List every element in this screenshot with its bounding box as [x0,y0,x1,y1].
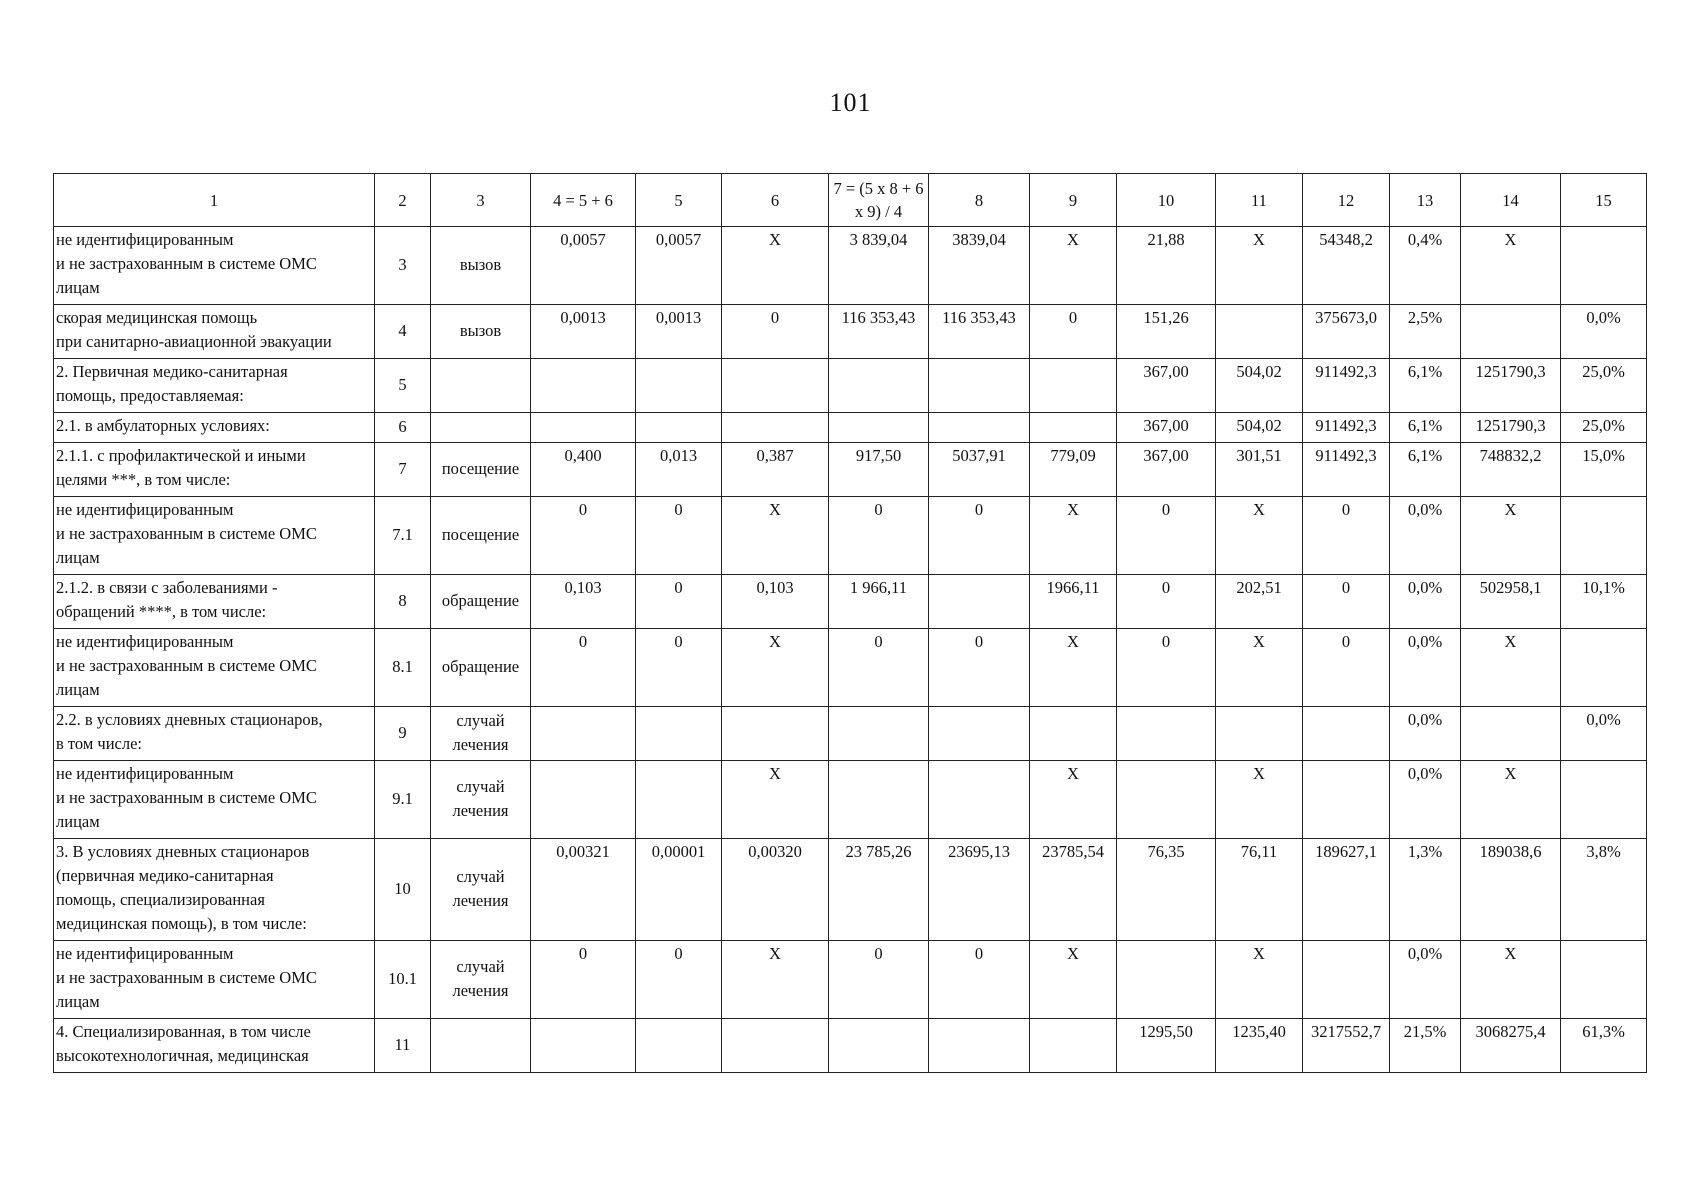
value-col-4: 0,00321 [531,839,636,941]
value-col-7: 917,50 [829,443,929,497]
value-col-4: 0 [531,629,636,707]
value-col-12: 0 [1303,497,1390,575]
unit: обращение [431,629,531,707]
value-col-7 [829,761,929,839]
value-col-5: 0,0057 [636,227,722,305]
value-col-13: 21,5% [1390,1019,1461,1073]
value-col-13: 0,0% [1390,497,1461,575]
value-col-12: 375673,0 [1303,305,1390,359]
value-col-10: 21,88 [1117,227,1216,305]
value-col-4: 0,0013 [531,305,636,359]
value-col-14: Х [1461,227,1561,305]
value-col-15: 10,1% [1561,575,1647,629]
value-col-6: 0,00320 [722,839,829,941]
value-col-14: 1251790,3 [1461,413,1561,443]
value-col-11: Х [1216,629,1303,707]
value-col-8 [929,707,1030,761]
value-col-5: 0 [636,575,722,629]
row-label-line: при санитарно-авиационной эвакуации [56,332,332,351]
value-col-9: Х [1030,761,1117,839]
value-col-8: 23695,13 [929,839,1030,941]
value-col-4: 0 [531,941,636,1019]
value-col-10: 76,35 [1117,839,1216,941]
value-col-4: 0,103 [531,575,636,629]
row-label-line: высокотехнологичная, медицинская [56,1046,309,1065]
table-row [54,839,1647,941]
row-label-line: и не застрахованным в системе ОМС [56,968,317,987]
table-row [54,443,1647,497]
value-col-9: 779,09 [1030,443,1117,497]
value-col-13: 0,0% [1390,629,1461,707]
unit: вызов [431,305,531,359]
row-label [54,629,375,707]
value-col-14 [1461,305,1561,359]
value-col-7: 3 839,04 [829,227,929,305]
value-col-9: 23785,54 [1030,839,1117,941]
value-col-11: 202,51 [1216,575,1303,629]
row-label-line: скорая медицинская помощь [56,308,258,327]
value-col-13: 0,0% [1390,761,1461,839]
value-col-5: 0 [636,497,722,575]
value-col-11 [1216,707,1303,761]
row-number: 3 [375,227,431,305]
value-col-4: 0,0057 [531,227,636,305]
value-col-8 [929,575,1030,629]
row-number: 10.1 [375,941,431,1019]
value-col-11: Х [1216,497,1303,575]
value-col-15 [1561,227,1647,305]
value-col-8 [929,761,1030,839]
table-row [54,1019,1647,1073]
column-header-9: 9 [1030,174,1117,227]
column-header-8: 8 [929,174,1030,227]
value-col-9 [1030,707,1117,761]
row-label-line: не идентифицированным [56,944,234,963]
column-header-11: 11 [1216,174,1303,227]
value-col-14: Х [1461,497,1561,575]
row-label-line: и не застрахованным в системе ОМС [56,254,317,273]
row-label [54,497,375,575]
value-col-6: Х [722,761,829,839]
value-col-11: 76,11 [1216,839,1303,941]
value-col-6: 0,103 [722,575,829,629]
column-header-14: 14 [1461,174,1561,227]
value-col-6 [722,707,829,761]
value-col-14 [1461,707,1561,761]
row-label [54,1019,375,1073]
value-col-8 [929,413,1030,443]
value-col-14: 748832,2 [1461,443,1561,497]
row-label [54,941,375,1019]
table-row [54,629,1647,707]
value-col-13: 6,1% [1390,413,1461,443]
value-col-14: Х [1461,761,1561,839]
value-col-11 [1216,305,1303,359]
value-col-10 [1117,707,1216,761]
value-col-14: 189038,6 [1461,839,1561,941]
row-number: 7 [375,443,431,497]
row-label [54,575,375,629]
value-col-8: 0 [929,497,1030,575]
unit [431,359,531,413]
value-col-6 [722,359,829,413]
value-col-11: Х [1216,941,1303,1019]
value-col-13: 6,1% [1390,359,1461,413]
value-col-6: Х [722,497,829,575]
row-label-line: 2.1.1. с профилактической и иными [56,446,306,465]
value-col-5: 0 [636,941,722,1019]
value-col-15 [1561,629,1647,707]
value-col-4 [531,359,636,413]
table-row [54,707,1647,761]
value-col-15: 0,0% [1561,305,1647,359]
value-col-15: 0,0% [1561,707,1647,761]
value-col-5: 0,013 [636,443,722,497]
value-col-13: 6,1% [1390,443,1461,497]
column-header-1: 1 [54,174,375,227]
value-col-15: 25,0% [1561,359,1647,413]
value-col-11: 301,51 [1216,443,1303,497]
value-col-13: 0,0% [1390,575,1461,629]
column-header-4: 4 = 5 + 6 [531,174,636,227]
value-col-12: 189627,1 [1303,839,1390,941]
value-col-10: 367,00 [1117,359,1216,413]
value-col-9 [1030,359,1117,413]
value-col-12: 3217552,7 [1303,1019,1390,1073]
value-col-13: 0,0% [1390,941,1461,1019]
unit: вызов [431,227,531,305]
row-label-line: лицам [56,278,100,297]
value-col-11: 504,02 [1216,359,1303,413]
value-col-9: 1966,11 [1030,575,1117,629]
row-label-line: помощь, специализированная [56,890,265,909]
table-row [54,575,1647,629]
value-col-7: 0 [829,497,929,575]
table-row [54,305,1647,359]
unit [431,413,531,443]
value-col-8: 0 [929,629,1030,707]
value-col-13: 0,4% [1390,227,1461,305]
row-label-line: в том числе: [56,734,143,753]
value-col-10 [1117,941,1216,1019]
row-number: 8 [375,575,431,629]
value-col-14: 3068275,4 [1461,1019,1561,1073]
row-label-line: не идентифицированным [56,230,234,249]
row-number: 4 [375,305,431,359]
unit: посещение [431,497,531,575]
row-label-line: 3. В условиях дневных стационаров [56,842,310,861]
column-header-7: 7 = (5 х 8 + 6 х 9) / 4 [829,174,929,227]
value-col-10: 0 [1117,629,1216,707]
row-label [54,413,375,443]
value-col-6: 0 [722,305,829,359]
value-col-6: Х [722,629,829,707]
row-label-line: (первичная медико-санитарная [56,866,274,885]
value-col-6 [722,1019,829,1073]
row-label-line: не идентифицированным [56,764,234,783]
value-col-12 [1303,941,1390,1019]
table-header-row [54,174,1647,227]
row-label [54,707,375,761]
value-col-11: Х [1216,227,1303,305]
value-col-11: 504,02 [1216,413,1303,443]
table-row [54,359,1647,413]
value-col-14: Х [1461,629,1561,707]
value-col-15 [1561,497,1647,575]
value-col-5 [636,1019,722,1073]
row-number: 11 [375,1019,431,1073]
value-col-10: 0 [1117,497,1216,575]
table-row [54,413,1647,443]
unit [431,1019,531,1073]
row-number: 10 [375,839,431,941]
value-col-7 [829,707,929,761]
unit: случай лечения [431,941,531,1019]
value-col-4 [531,413,636,443]
data-table [53,173,1647,1073]
value-col-15 [1561,941,1647,1019]
unit: случай лечения [431,761,531,839]
table-body [54,227,1647,1073]
value-col-9: 0 [1030,305,1117,359]
value-col-10: 367,00 [1117,443,1216,497]
value-col-12: 0 [1303,629,1390,707]
value-col-7: 0 [829,629,929,707]
column-header-12: 12 [1303,174,1390,227]
row-label-line: 4. Специализированная, в том числе [56,1022,311,1041]
unit: случай лечения [431,707,531,761]
value-col-15 [1561,761,1647,839]
value-col-15: 61,3% [1561,1019,1647,1073]
row-label-line: лицам [56,812,100,831]
row-number: 6 [375,413,431,443]
value-col-5 [636,761,722,839]
row-label [54,305,375,359]
value-col-15: 3,8% [1561,839,1647,941]
value-col-4 [531,761,636,839]
row-number: 5 [375,359,431,413]
row-label [54,839,375,941]
row-label-line: лицам [56,548,100,567]
value-col-10: 367,00 [1117,413,1216,443]
value-col-5 [636,707,722,761]
row-label-line: не идентифицированным [56,632,234,651]
value-col-9 [1030,1019,1117,1073]
value-col-10: 0 [1117,575,1216,629]
row-label [54,761,375,839]
value-col-12: 0 [1303,575,1390,629]
value-col-13: 2,5% [1390,305,1461,359]
row-label-line: 2.2. в условиях дневных стационаров, [56,710,323,729]
table-row [54,941,1647,1019]
table-row [54,227,1647,305]
row-label-line: помощь, предоставляемая: [56,386,244,405]
value-col-8 [929,359,1030,413]
value-col-7: 1 966,11 [829,575,929,629]
column-header-3: 3 [431,174,531,227]
row-label-line: медицинская помощь), в том числе: [56,914,307,933]
column-header-5: 5 [636,174,722,227]
unit: посещение [431,443,531,497]
value-col-9: Х [1030,227,1117,305]
value-col-12 [1303,707,1390,761]
row-label-line: лицам [56,680,100,699]
row-label-line: 2.1.2. в связи с заболеваниями - [56,578,278,597]
page-number: 101 [829,88,872,117]
row-number: 9 [375,707,431,761]
table-row [54,497,1647,575]
value-col-7: 23 785,26 [829,839,929,941]
column-header-10: 10 [1117,174,1216,227]
row-label [54,443,375,497]
value-col-8: 0 [929,941,1030,1019]
value-col-14: Х [1461,941,1561,1019]
value-col-12 [1303,761,1390,839]
value-col-10 [1117,761,1216,839]
row-number: 9.1 [375,761,431,839]
row-label [54,227,375,305]
value-col-6: Х [722,227,829,305]
column-header-6: 6 [722,174,829,227]
value-col-12: 911492,3 [1303,359,1390,413]
table-row [54,761,1647,839]
value-col-5: 0,00001 [636,839,722,941]
row-label-line: и не застрахованным в системе ОМС [56,524,317,543]
value-col-7 [829,1019,929,1073]
value-col-7: 0 [829,941,929,1019]
row-label-line: обращений ****, в том числе: [56,602,267,621]
value-col-8 [929,1019,1030,1073]
value-col-6: 0,387 [722,443,829,497]
value-col-9: Х [1030,941,1117,1019]
value-col-12: 54348,2 [1303,227,1390,305]
value-col-11: 1235,40 [1216,1019,1303,1073]
column-header-13: 13 [1390,174,1461,227]
value-col-8: 3839,04 [929,227,1030,305]
value-col-9: Х [1030,497,1117,575]
row-label-line: не идентифицированным [56,500,234,519]
row-label-line: 2.1. в амбулаторных условиях: [56,416,270,435]
row-label-line: целями ***, в том числе: [56,470,231,489]
value-col-15: 15,0% [1561,443,1647,497]
value-col-6 [722,413,829,443]
row-number: 8.1 [375,629,431,707]
value-col-8: 5037,91 [929,443,1030,497]
value-col-7: 116 353,43 [829,305,929,359]
value-col-6: Х [722,941,829,1019]
column-header-2: 2 [375,174,431,227]
value-col-7 [829,413,929,443]
value-col-4: 0,400 [531,443,636,497]
value-col-5 [636,359,722,413]
row-label-line: 2. Первичная медико-санитарная [56,362,288,381]
value-col-9: Х [1030,629,1117,707]
row-number: 7.1 [375,497,431,575]
value-col-13: 1,3% [1390,839,1461,941]
value-col-5 [636,413,722,443]
value-col-5: 0,0013 [636,305,722,359]
row-label-line: и не застрахованным в системе ОМС [56,656,317,675]
value-col-14: 1251790,3 [1461,359,1561,413]
value-col-12: 911492,3 [1303,443,1390,497]
value-col-4: 0 [531,497,636,575]
unit: обращение [431,575,531,629]
value-col-10: 1295,50 [1117,1019,1216,1073]
value-col-4 [531,1019,636,1073]
row-label-line: и не застрахованным в системе ОМС [56,788,317,807]
value-col-13: 0,0% [1390,707,1461,761]
value-col-4 [531,707,636,761]
value-col-12: 911492,3 [1303,413,1390,443]
value-col-10: 151,26 [1117,305,1216,359]
value-col-9 [1030,413,1117,443]
row-label [54,359,375,413]
unit: случай лечения [431,839,531,941]
value-col-7 [829,359,929,413]
column-header-15: 15 [1561,174,1647,227]
value-col-11: Х [1216,761,1303,839]
value-col-14: 502958,1 [1461,575,1561,629]
row-label-line: лицам [56,992,100,1011]
value-col-8: 116 353,43 [929,305,1030,359]
value-col-5: 0 [636,629,722,707]
value-col-15: 25,0% [1561,413,1647,443]
